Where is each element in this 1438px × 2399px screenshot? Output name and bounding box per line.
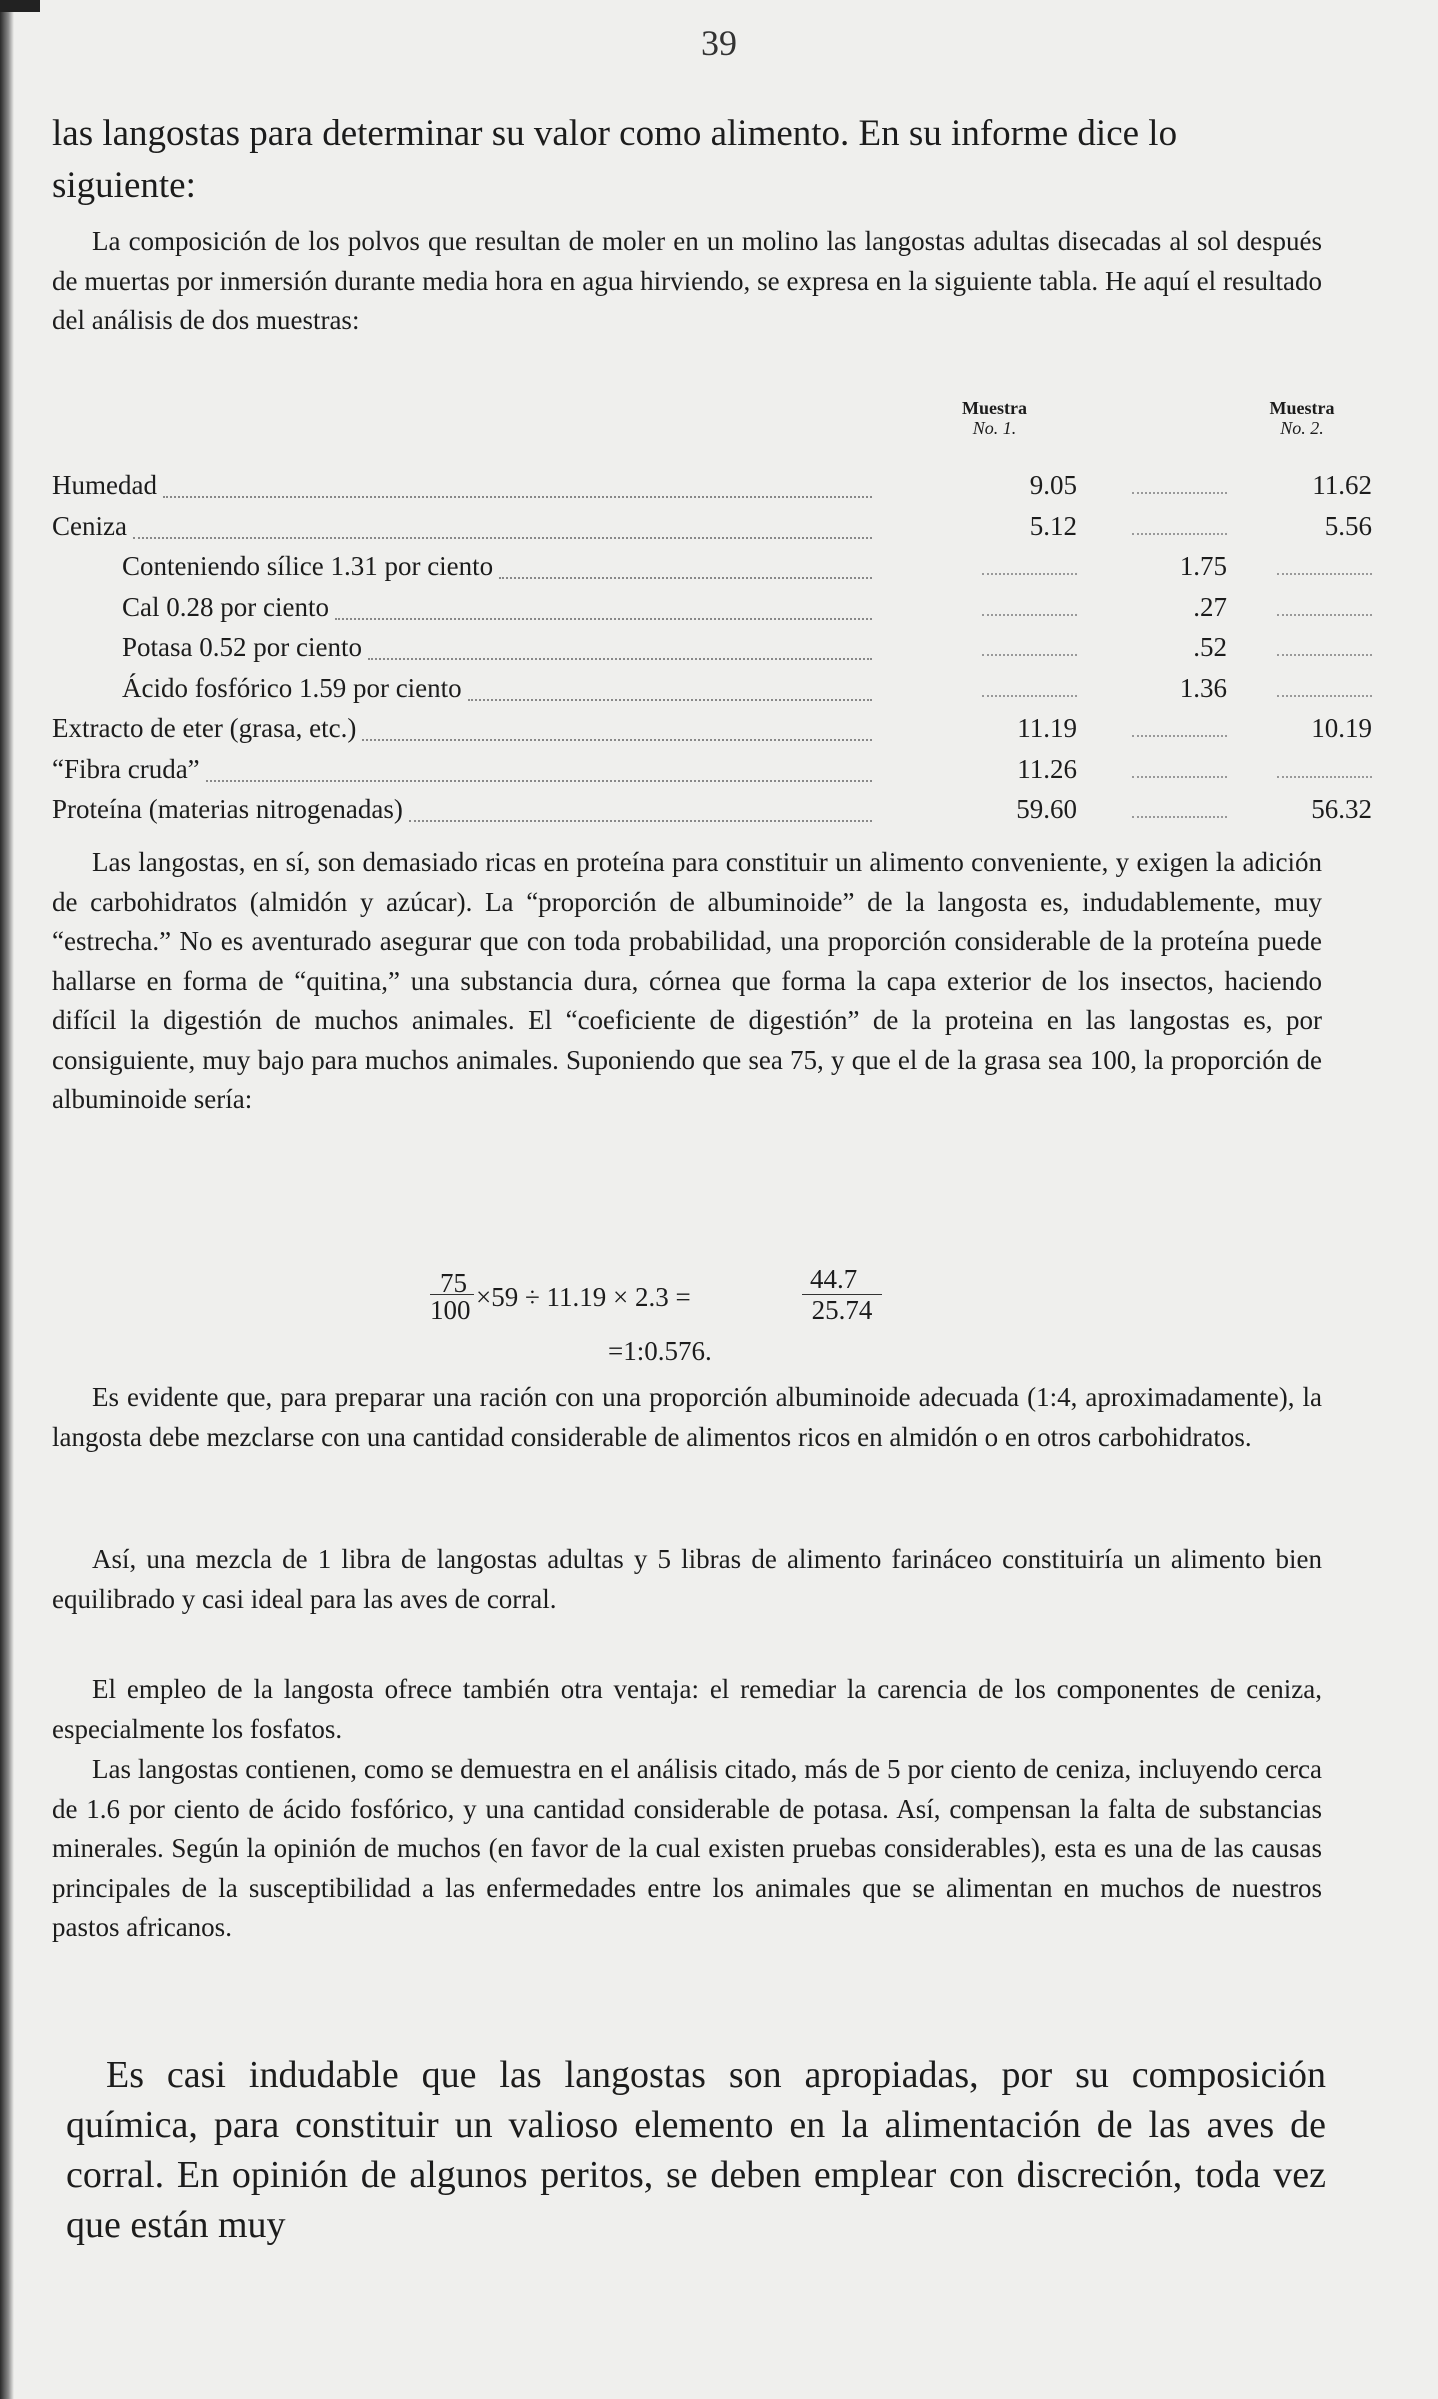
placeholder-dots (1132, 513, 1227, 535)
protein-paragraph: Las langostas, en sí, son demasiado ricas en proteína para constituir un alimento conveniente, y exigen la adición de carbohidratos (almidón y azúcar). La “proporción de albuminoide” de la langosta es, indudablemente, muy “estrecha.” No es aventurado asegurar que con toda probabilidad, una proporción considerable de la proteína puede hallarse en forma de “quitina,” una substancia dura, córnea que forma la capa exterior de los insectos, haciendo difícil la digestión de muchos animales. El “coeficiente de digestión” de la proteina en las langostas es, por consiguiente, muy bajo para muchos animales. Suponiendo que sea 75, y que el de la grasa sea 100, la proporción de albuminoide sería: (52, 847, 1322, 1114)
empty-cell-dots (1232, 754, 1372, 785)
table-row (52, 673, 1332, 711)
row-label: Ácido fosfórico 1.59 por ciento (122, 672, 462, 703)
column-header-sample-2: Muestra No. 2. (1269, 398, 1335, 438)
asi-paragraph: Así, una mezcla de 1 libra de langostas adultas y 5 libras de alimento farináceo constituiría un alimento bien equilibrado y casi ideal para las aves de corral. (52, 1544, 1322, 1614)
page-number: 39 (701, 23, 737, 63)
placeholder-dots (982, 634, 1077, 656)
value-m1: 9.05 (1029, 470, 1077, 500)
value-mid: .27 (1193, 591, 1227, 622)
placeholder-dots (1277, 675, 1372, 697)
table-row (52, 794, 1372, 832)
empleo-paragraph: El empleo de la langosta ofrece también otra ventaja: el remediar la carencia de los componentes de ceniza, especialmente los fosfatos. (52, 1674, 1322, 1744)
placeholder-dots (982, 553, 1077, 575)
value-m1: 11.26 (1017, 753, 1077, 784)
value-m1: 5.12 (1029, 510, 1077, 541)
row-label: Extracto de eter (grasa, etc.) (52, 713, 357, 743)
empty-cell-dots (1232, 673, 1372, 704)
empty-cell-dots (1082, 794, 1227, 825)
empty-cell-dots (912, 551, 1077, 582)
evidente-paragraph: Es evidente que, para preparar una ración con una proporción albuminoide adecuada (1:4, aproximadamente), la langosta debe mezclarse con una cantidad considerable de alimentos ricos en almidón o en otros carbohidratos. (52, 1382, 1322, 1452)
table-row (52, 510, 1372, 549)
value-m1: 59.60 (1016, 794, 1077, 824)
value-m2: 56.32 (1311, 794, 1372, 824)
table-row (52, 754, 1332, 792)
final-paragraph: Es casi indudable que las langostas son apropiadas, por su composición química, para constituir un valioso elemento en la alimentación de las aves de corral. En opinión de algunos peritos, se deben emplear con discreción, toda vez que están muy (66, 2054, 1326, 2246)
row-label: Ceniza (52, 510, 127, 541)
column-header-sample-1: Muestra No. 1. (962, 398, 1027, 438)
leader-dots (206, 780, 872, 782)
placeholder-dots (1277, 594, 1372, 616)
empty-cell-dots (912, 673, 1077, 704)
leader-dots (362, 739, 872, 741)
leader-dots (499, 577, 872, 579)
value-mid: 1.75 (1179, 551, 1227, 581)
value-mid: 1.36 (1179, 672, 1227, 703)
placeholder-dots (982, 594, 1077, 616)
corner-mark (0, 0, 40, 12)
quote-paragraph: La composición de los polvos que resultan de moler en un molino las langostas adultas disecadas al sol después de muertas por inmersión durante media hora en agua hirviendo, se expresa en la siguiente tabla. He aquí el resultado del análisis de dos muestras: (52, 226, 1322, 335)
row-label: Conteniendo sílice 1.31 por ciento (122, 551, 494, 581)
value-m2: 5.56 (1324, 510, 1372, 541)
placeholder-dots (1132, 472, 1227, 494)
table-row (52, 713, 1372, 751)
empty-cell-dots (1082, 511, 1227, 542)
table-row (52, 551, 1332, 589)
formula-fraction-denominator: 100 (430, 1294, 474, 1326)
empty-cell-dots (1232, 632, 1372, 663)
value-m2: 10.19 (1311, 713, 1372, 743)
table-row (52, 470, 1372, 508)
placeholder-dots (1277, 634, 1372, 656)
leader-dots (468, 699, 872, 701)
contienen-paragraph: Las langostas contienen, como se demuestra en el análisis citado, más de 5 por ciento de ceniza, incluyendo cerca de 1.6 por ciento de ácido fosfórico, y una cantidad considerable de potasa. Así, compensan la falta de substancias minerales. Según la opinión de muchos (en favor de la cual existen pruebas considerables), esta es una de las causas principales de la susceptibilidad a las enfermedades entre los animales que se alimentan en muchos de nuestros pastos africanos. (52, 1754, 1322, 1942)
placeholder-dots (1132, 756, 1227, 778)
row-label: Cal 0.28 por ciento (122, 591, 329, 622)
albuminoid-formula (430, 1258, 950, 1378)
empty-cell-dots (1082, 470, 1227, 501)
placeholder-dots (1277, 756, 1372, 778)
formula-ratio: =1:0.576. (608, 1336, 712, 1366)
table-row (52, 632, 1332, 670)
value-mid: .52 (1193, 632, 1227, 662)
row-label: Proteína (materias nitrogenadas) (52, 794, 403, 824)
page-spine-shadow (0, 0, 14, 2399)
leader-dots (335, 618, 872, 620)
formula-fraction-numerator: 75 (440, 1268, 467, 1298)
empty-cell-dots (1082, 713, 1227, 744)
leader-dots (163, 496, 872, 498)
leader-dots (133, 537, 872, 539)
leader-dots (409, 820, 872, 822)
empty-cell-dots (912, 632, 1077, 663)
placeholder-dots (1132, 796, 1227, 818)
row-label: Humedad (52, 470, 157, 500)
row-label: “Fibra cruda” (52, 753, 200, 784)
formula-result-numerator: 44.7 (810, 1264, 858, 1294)
placeholder-dots (1132, 715, 1227, 737)
empty-cell-dots (1232, 592, 1372, 623)
placeholder-dots (1277, 553, 1372, 575)
empty-cell-dots (1082, 754, 1227, 785)
intro-paragraph: las langostas para determinar su valor como alimento. En su informe dice lo siguiente: (52, 113, 1178, 206)
placeholder-dots (982, 675, 1077, 697)
formula-result-denominator: 25.74 (802, 1294, 882, 1326)
leader-dots (368, 658, 872, 660)
empty-cell-dots (1232, 551, 1372, 582)
value-m2: 11.62 (1312, 470, 1372, 500)
table-row (52, 592, 1332, 630)
row-label: Potasa 0.52 por ciento (122, 632, 362, 662)
formula-operations: ×59 ÷ 11.19 × 2.3 = (476, 1282, 691, 1312)
empty-cell-dots (912, 592, 1077, 623)
value-m1: 11.19 (1017, 713, 1077, 743)
